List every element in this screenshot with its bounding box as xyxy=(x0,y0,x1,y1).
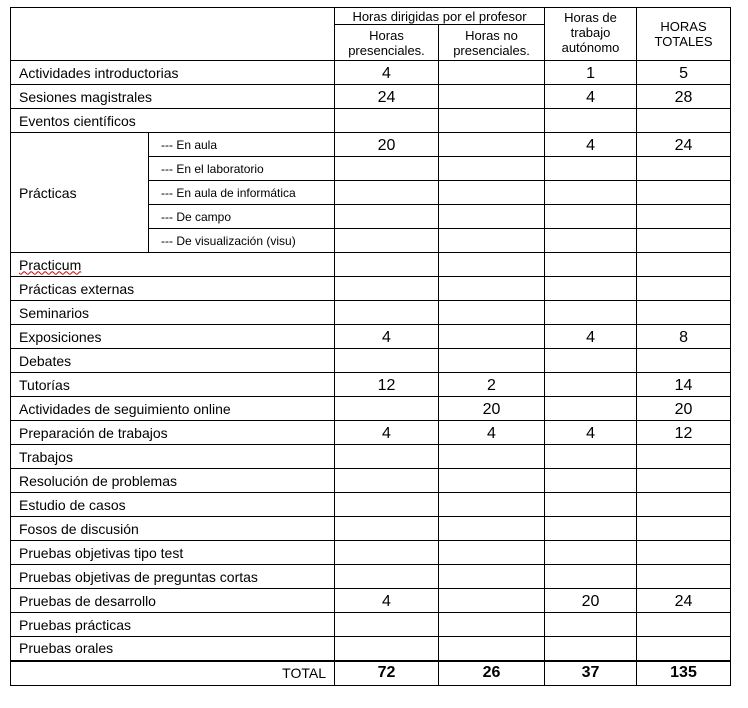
total-presenciales: 72 xyxy=(335,661,439,686)
table-row xyxy=(11,349,731,373)
row-label: Eventos científicos xyxy=(11,109,335,133)
cell-presenciales: 12 xyxy=(335,373,439,397)
cell-presenciales: 20 xyxy=(335,133,439,157)
cell-presenciales xyxy=(335,517,439,541)
row-label: Debates xyxy=(11,349,335,373)
table-row xyxy=(11,109,731,133)
header-totales: HORAS TOTALES xyxy=(637,8,731,61)
table-row xyxy=(11,85,731,109)
cell-total xyxy=(637,445,731,469)
cell-no-presenciales xyxy=(439,181,545,205)
cell-autonomo: 4 xyxy=(545,325,637,349)
cell-presenciales xyxy=(335,637,439,661)
table-row xyxy=(11,253,731,277)
cell-total xyxy=(637,277,731,301)
cell-no-presenciales: 20 xyxy=(439,397,545,421)
cell-presenciales xyxy=(335,205,439,229)
cell-total: 14 xyxy=(637,373,731,397)
cell-presenciales: 4 xyxy=(335,61,439,85)
table-row xyxy=(11,589,731,613)
cell-total xyxy=(637,637,731,661)
cell-autonomo xyxy=(545,541,637,565)
row-label: Preparación de trabajos xyxy=(11,421,335,445)
cell-presenciales xyxy=(335,301,439,325)
cell-autonomo xyxy=(545,469,637,493)
cell-no-presenciales xyxy=(439,493,545,517)
practicas-sub-label: --- De campo xyxy=(149,205,335,229)
cell-presenciales xyxy=(335,397,439,421)
cell-autonomo xyxy=(545,373,637,397)
cell-presenciales xyxy=(335,109,439,133)
row-label: Actividades de seguimiento online xyxy=(11,397,335,421)
cell-no-presenciales xyxy=(439,157,545,181)
cell-no-presenciales xyxy=(439,109,545,133)
cell-no-presenciales xyxy=(439,517,545,541)
row-label: Exposiciones xyxy=(11,325,335,349)
cell-autonomo xyxy=(545,613,637,637)
total-autonomo: 37 xyxy=(545,661,637,686)
cell-total: 12 xyxy=(637,421,731,445)
header-group-profesor: Horas dirigidas por el profesor xyxy=(335,8,545,25)
cell-autonomo xyxy=(545,565,637,589)
row-label: Pruebas de desarrollo xyxy=(11,589,335,613)
cell-no-presenciales xyxy=(439,277,545,301)
cell-total: 28 xyxy=(637,85,731,109)
cell-autonomo xyxy=(545,397,637,421)
cell-total xyxy=(637,517,731,541)
total-label: TOTAL xyxy=(11,661,335,686)
hours-table xyxy=(10,7,731,686)
cell-no-presenciales xyxy=(439,349,545,373)
total-row xyxy=(11,661,731,686)
cell-autonomo: 1 xyxy=(545,61,637,85)
header-empty-cell xyxy=(11,8,335,61)
cell-no-presenciales xyxy=(439,565,545,589)
header-presenciales: Horas presenciales. xyxy=(335,25,439,61)
cell-autonomo xyxy=(545,253,637,277)
table-row xyxy=(11,469,731,493)
cell-total xyxy=(637,253,731,277)
cell-total: 5 xyxy=(637,61,731,85)
cell-total xyxy=(637,301,731,325)
header-row-1 xyxy=(11,8,731,25)
cell-total: 8 xyxy=(637,325,731,349)
table-row xyxy=(11,421,731,445)
total-horas-totales: 135 xyxy=(637,661,731,686)
table-row xyxy=(11,493,731,517)
row-label: Trabajos xyxy=(11,445,335,469)
cell-presenciales xyxy=(335,277,439,301)
row-label: Prácticas externas xyxy=(11,277,335,301)
total-no-presenciales: 26 xyxy=(439,661,545,686)
cell-presenciales xyxy=(335,349,439,373)
practicas-sub-label: --- De visualización (visu) xyxy=(149,229,335,253)
cell-no-presenciales xyxy=(439,613,545,637)
table-row xyxy=(11,517,731,541)
header-no-presenciales: Horas no presenciales. xyxy=(439,25,545,61)
cell-presenciales: 4 xyxy=(335,325,439,349)
row-label: Tutorías xyxy=(11,373,335,397)
cell-total xyxy=(637,493,731,517)
row-label: Seminarios xyxy=(11,301,335,325)
row-label: Pruebas objetivas tipo test xyxy=(11,541,335,565)
cell-no-presenciales xyxy=(439,229,545,253)
cell-no-presenciales xyxy=(439,133,545,157)
cell-presenciales: 24 xyxy=(335,85,439,109)
cell-no-presenciales: 4 xyxy=(439,421,545,445)
practicas-sub-label: --- En el laboratorio xyxy=(149,157,335,181)
cell-presenciales xyxy=(335,541,439,565)
cell-no-presenciales xyxy=(439,589,545,613)
cell-presenciales: 4 xyxy=(335,589,439,613)
cell-no-presenciales xyxy=(439,205,545,229)
practicas-label: Prácticas xyxy=(11,133,149,253)
cell-total xyxy=(637,565,731,589)
cell-total xyxy=(637,613,731,637)
cell-autonomo xyxy=(545,277,637,301)
table-row xyxy=(11,541,731,565)
table-row xyxy=(11,301,731,325)
row-label: Resolución de problemas xyxy=(11,469,335,493)
practicas-sub-label: --- En aula de informática xyxy=(149,181,335,205)
cell-total: 20 xyxy=(637,397,731,421)
cell-no-presenciales xyxy=(439,325,545,349)
cell-autonomo: 4 xyxy=(545,133,637,157)
cell-presenciales: 4 xyxy=(335,421,439,445)
row-label: Fosos de discusión xyxy=(11,517,335,541)
cell-no-presenciales xyxy=(439,445,545,469)
cell-presenciales xyxy=(335,229,439,253)
header-autonomo: Horas de trabajo autónomo xyxy=(545,8,637,61)
row-label: Sesiones magistrales xyxy=(11,85,335,109)
cell-total xyxy=(637,229,731,253)
cell-no-presenciales xyxy=(439,301,545,325)
table-row xyxy=(11,133,731,157)
table-row xyxy=(11,397,731,421)
cell-autonomo xyxy=(545,493,637,517)
table-row xyxy=(11,373,731,397)
cell-no-presenciales xyxy=(439,253,545,277)
cell-no-presenciales xyxy=(439,541,545,565)
cell-no-presenciales: 2 xyxy=(439,373,545,397)
table-row xyxy=(11,637,731,661)
table-row xyxy=(11,61,731,85)
cell-total xyxy=(637,205,731,229)
practicas-sub-label: --- En aula xyxy=(149,133,335,157)
cell-total xyxy=(637,181,731,205)
cell-total: 24 xyxy=(637,133,731,157)
row-label: Estudio de casos xyxy=(11,493,335,517)
cell-presenciales xyxy=(335,613,439,637)
cell-presenciales xyxy=(335,445,439,469)
table-row xyxy=(11,325,731,349)
cell-total: 24 xyxy=(637,589,731,613)
row-label: Pruebas prácticas xyxy=(11,613,335,637)
cell-autonomo xyxy=(545,157,637,181)
row-label: Pruebas orales xyxy=(11,637,335,661)
cell-presenciales xyxy=(335,469,439,493)
cell-total xyxy=(637,349,731,373)
cell-no-presenciales xyxy=(439,637,545,661)
table-row xyxy=(11,613,731,637)
table-row xyxy=(11,445,731,469)
cell-autonomo xyxy=(545,229,637,253)
cell-presenciales xyxy=(335,157,439,181)
cell-autonomo: 4 xyxy=(545,421,637,445)
cell-total xyxy=(637,541,731,565)
cell-autonomo xyxy=(545,301,637,325)
practicum-label: Practicum xyxy=(19,256,82,273)
row-label xyxy=(11,253,335,277)
cell-autonomo: 20 xyxy=(545,589,637,613)
cell-presenciales xyxy=(335,181,439,205)
cell-total xyxy=(637,469,731,493)
cell-autonomo xyxy=(545,205,637,229)
cell-presenciales xyxy=(335,493,439,517)
cell-no-presenciales xyxy=(439,85,545,109)
cell-autonomo xyxy=(545,517,637,541)
cell-autonomo xyxy=(545,445,637,469)
cell-no-presenciales xyxy=(439,469,545,493)
cell-total xyxy=(637,109,731,133)
cell-autonomo xyxy=(545,109,637,133)
row-label: Pruebas objetivas de preguntas cortas xyxy=(11,565,335,589)
cell-autonomo xyxy=(545,637,637,661)
cell-presenciales xyxy=(335,565,439,589)
cell-autonomo xyxy=(545,349,637,373)
cell-autonomo xyxy=(545,181,637,205)
row-label: Actividades introductorias xyxy=(11,61,335,85)
cell-autonomo: 4 xyxy=(545,85,637,109)
cell-total xyxy=(637,157,731,181)
cell-no-presenciales xyxy=(439,61,545,85)
table-row xyxy=(11,277,731,301)
table-row xyxy=(11,565,731,589)
cell-presenciales xyxy=(335,253,439,277)
